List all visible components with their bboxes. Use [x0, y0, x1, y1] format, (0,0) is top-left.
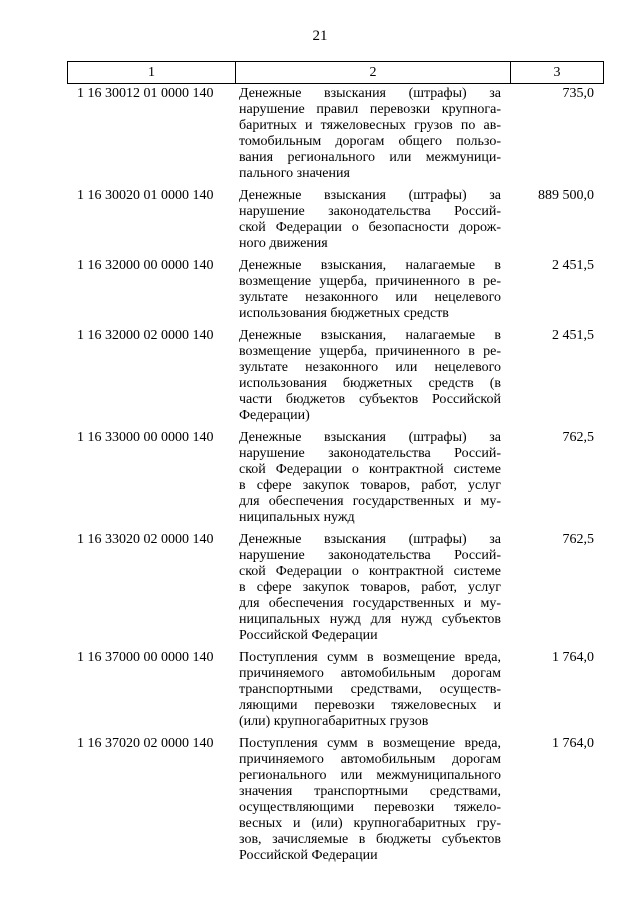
table-row — [67, 86, 600, 182]
row-code: 1 16 30012 01 0000 140 — [77, 86, 214, 101]
description-line: использования бюджетных средств — [239, 306, 449, 321]
row-description — [239, 430, 501, 526]
description-line: для обеспечения государственных и му- — [239, 494, 501, 509]
description-line: Денежные взыскания (штрафы) за — [239, 86, 501, 101]
table-row — [67, 328, 600, 424]
row-amount: 889 500,0 — [538, 188, 594, 203]
row-code: 1 16 37000 00 0000 140 — [77, 650, 214, 665]
description-line: в сфере закупок товаров, работ, услуг — [239, 478, 501, 493]
row-description — [239, 188, 501, 252]
description-line: нарушение законодательства Россий- — [239, 204, 501, 219]
description-line: в сфере закупок товаров, работ, услуг — [239, 580, 501, 595]
table-row — [67, 736, 600, 864]
description-line: регионального или межмуниципального — [239, 768, 501, 783]
description-line: части бюджетов субъектов Российской — [239, 392, 501, 407]
description-line: ляющими перевозки тяжеловесных и — [239, 698, 501, 713]
header-cell-code: 1 — [68, 62, 236, 84]
row-description — [239, 650, 501, 730]
description-line: томобильным дорогам общего пользо- — [239, 134, 501, 149]
description-line: транспортными средствами, осуществ- — [239, 682, 501, 697]
table-row — [67, 258, 600, 322]
description-line: использования бюджетных средств (в — [239, 376, 501, 391]
description-line: Поступления сумм в возмещение вреда, — [239, 736, 501, 751]
description-line: ниципальных нужд для нужд субъектов — [239, 612, 501, 627]
row-description — [239, 736, 501, 864]
row-code: 1 16 33020 02 0000 140 — [77, 532, 214, 547]
header-cell-amount: 3 — [511, 62, 604, 84]
row-amount: 2 451,5 — [552, 328, 594, 343]
description-line: Российской Федерации — [239, 848, 378, 863]
description-line: баритных и тяжеловесных грузов по ав- — [239, 118, 501, 133]
row-amount: 1 764,0 — [552, 736, 594, 751]
description-line: возмещение ущерба, причиненного в ре- — [239, 344, 501, 359]
row-code: 1 16 30020 01 0000 140 — [77, 188, 214, 203]
table-body — [67, 86, 600, 870]
description-line: причиняемого автомобильным дорогам — [239, 752, 501, 767]
description-line: зультате незаконного или нецелевого — [239, 290, 501, 305]
description-line: зов, зачисляемые в бюджеты субъектов — [239, 832, 501, 847]
row-description — [239, 258, 501, 322]
row-code: 1 16 32000 00 0000 140 — [77, 258, 214, 273]
row-description — [239, 86, 501, 182]
description-line: Денежные взыскания, налагаемые в — [239, 258, 501, 273]
table-row — [67, 650, 600, 730]
description-line: вания регионального или межмуници- — [239, 150, 501, 165]
row-amount: 735,0 — [562, 86, 594, 101]
description-line: ской Федерации о контрактной системе — [239, 462, 501, 477]
description-line: нарушение законодательства Россий- — [239, 548, 501, 563]
row-description — [239, 328, 501, 424]
description-line: ской Федерации о безопасности дорож- — [239, 220, 501, 235]
table-row — [67, 188, 600, 252]
row-code: 1 16 32000 02 0000 140 — [77, 328, 214, 343]
header-cell-description: 2 — [236, 62, 511, 84]
description-line: осуществляющими перевозки тяжело- — [239, 800, 501, 815]
description-line: пального значения — [239, 166, 350, 181]
description-line: зультате незаконного или нецелевого — [239, 360, 501, 375]
description-line: (или) крупногабаритных грузов — [239, 714, 429, 729]
description-line: Денежные взыскания, налагаемые в — [239, 328, 501, 343]
description-line: ниципальных нужд — [239, 510, 355, 525]
table-row — [67, 532, 600, 644]
description-line: весных и (или) крупногабаритных гру- — [239, 816, 501, 831]
description-line: ской Федерации о контрактной системе — [239, 564, 501, 579]
description-line: нарушение правил перевозки крупнога- — [239, 102, 501, 117]
description-line: причиняемого автомобильным дорогам — [239, 666, 501, 681]
row-description — [239, 532, 501, 644]
row-amount: 2 451,5 — [552, 258, 594, 273]
description-line: ного движения — [239, 236, 328, 251]
description-line: для обеспечения государственных и му- — [239, 596, 501, 611]
description-line: значения транспортными средствами, — [239, 784, 501, 799]
header-row — [68, 62, 604, 84]
description-line: Денежные взыскания (штрафы) за — [239, 430, 501, 445]
description-line: Денежные взыскания (штрафы) за — [239, 188, 501, 203]
table-row — [67, 430, 600, 526]
description-line: Федерации) — [239, 408, 310, 423]
description-line: Поступления сумм в возмещение вреда, — [239, 650, 501, 665]
description-line: Денежные взыскания (штрафы) за — [239, 532, 501, 547]
row-amount: 762,5 — [562, 430, 594, 445]
row-code: 1 16 37020 02 0000 140 — [77, 736, 214, 751]
page-number: 21 — [312, 28, 328, 44]
description-line: нарушение законодательства Россий- — [239, 446, 501, 461]
description-line: Российской Федерации — [239, 628, 378, 643]
row-code: 1 16 33000 00 0000 140 — [77, 430, 214, 445]
row-amount: 762,5 — [562, 532, 594, 547]
description-line: возмещение ущерба, причиненного в ре- — [239, 274, 501, 289]
table-header — [67, 61, 604, 84]
row-amount: 1 764,0 — [552, 650, 594, 665]
